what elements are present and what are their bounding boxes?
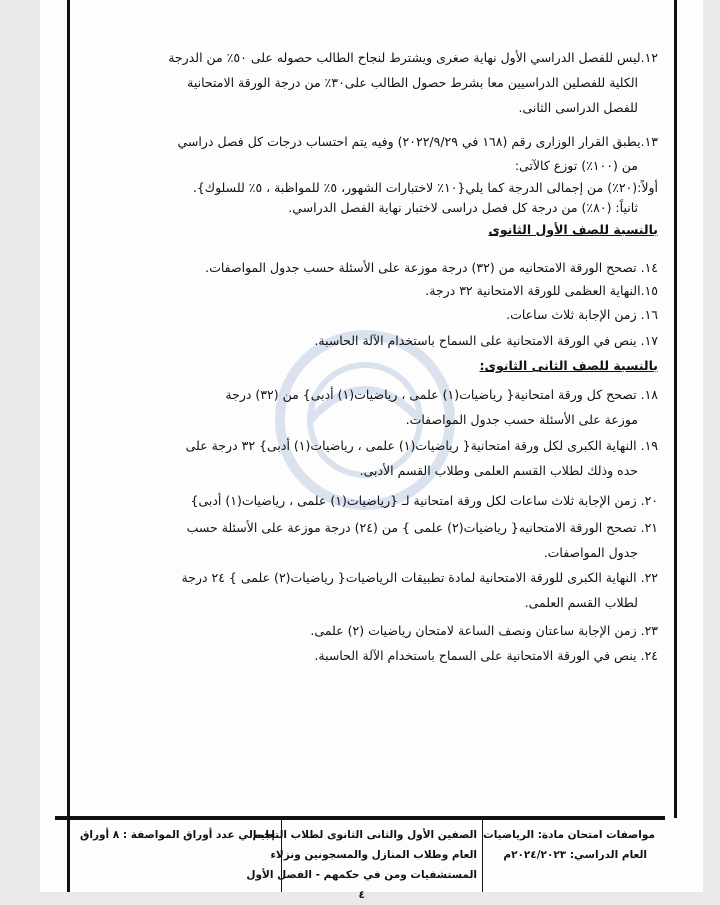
list-item: ١٥.النهاية العظمى للورقة الامتحانية ٣٢ درجة.	[425, 283, 658, 298]
list-item: ١٩. النهاية الكبرى لكل ورقة امتحانية{ رياضيات(١) علمى ، رياضيات(١) أدبى} ٣٢ درجة على	[185, 438, 658, 453]
footer-top-rule	[55, 816, 665, 820]
footer-grades-line2: العام وطلاب المنازل والمسجونين ونزلاء	[270, 849, 477, 861]
footer-cell-subject	[483, 825, 655, 865]
footer-page-count: إجمالي عدد أوراق المواصفة : ٨ أوراق	[79, 829, 275, 841]
section-heading: بالنسبة للصف الثانى الثانوى:	[479, 358, 658, 373]
list-item: ٢٢. النهاية الكبرى للورقة الامتحانية لمادة تطبيقات الرياضيات{ رياضيات(٢) علمى } ٢٤ درجة	[181, 570, 658, 585]
list-item-continuation: جدول المواصفات.	[543, 545, 638, 560]
list-item: ١٨. تصحح كل ورقة امتحانية{ رياضيات(١) علمى ، رياضيات(١) أدبى} من (٣٢) درجة	[225, 387, 658, 402]
list-item: ٢٣. زمن الإجابة ساعتان ونصف الساعة لامتحان رياضيات (٢) علمى.	[310, 623, 658, 638]
frame-right-border	[674, 0, 677, 818]
list-item-continuation: حده وذلك لطلاب القسم العلمى وطلاب القسم الأدبى.	[359, 463, 638, 478]
list-item: ٢١. تصحح الورقة الامتحانيه{ رياضيات(٢) علمى } من (٢٤) درجة موزعة على الأسئلة حسب	[186, 520, 658, 535]
frame-left-border	[67, 0, 70, 892]
list-item-continuation: ثانياً: (٨٠٪) من درجة كل فصل دراسى لاختبار نهاية الفصل الدراسي.	[288, 200, 638, 215]
list-item-continuation: الكلية للفصلين الدراسيين معا بشرط حصول الطالب على٣٠٪ من درجة الورقة الامتحانية	[187, 75, 638, 90]
list-item: ٢٤. ينص في الورقة الامتحانية على السماح باستخدام الآلة الحاسبة.	[314, 648, 658, 663]
list-item-continuation: للفصل الدراسى الثانى.	[518, 100, 638, 115]
list-item-continuation: من (١٠٠٪) توزع كالآتى:	[514, 158, 638, 173]
list-item-continuation: لطلاب القسم العلمى.	[524, 595, 638, 610]
page-number: ٤	[358, 889, 365, 901]
footer-grades-line1: الصفين الأول والثانى الثانوى لطلاب التعليم	[252, 829, 477, 841]
list-item-continuation: أولاً:(٢٠٪) من إجمالى الدرجة كما يلي{١٠٪ لاختبارات الشهور، ٥٪ للمواظبة ، ٥٪ للسلوك}.	[192, 180, 658, 195]
footer-year: العام الدراسي: ٢٠٢٤/٢٠٢٣م	[503, 849, 647, 861]
list-item: ١٧. ينص في الورقة الامتحانية على السماح باستخدام الآلة الحاسبة.	[314, 333, 658, 348]
list-item: ٢٠. زمن الإجابة ثلاث ساعات لكل ورقة امتحانية لـ {رياضيات(١) علمى ، رياضيات(١) أدبى}	[190, 493, 658, 508]
list-item: ١٦. زمن الإجابة ثلاث ساعات.	[506, 307, 658, 322]
footer-subject: مواصفات امتحان مادة: الرياضيات	[483, 829, 655, 841]
list-item: ١٣.يطبق القرار الوزارى رقم (١٦٨ في ٢٠٢٢/٩/٢٩) وفيه يتم احتساب درجات كل فصل دراسي	[177, 134, 658, 149]
footer-cell-pages	[80, 825, 275, 845]
footer-cell-grades	[246, 825, 477, 905]
list-item: ١٢.ليس للفصل الدراسي الأول نهاية صغرى ويشترط لنجاح الطالب حصوله على ٥٠٪ من الدرجة	[168, 50, 658, 65]
section-heading: بالنسبة للصف الأول الثانوى	[488, 222, 658, 237]
footer-grades-line3: المستشفيات ومن في حكمهم - الفصل الأول	[246, 869, 477, 881]
list-item-continuation: موزعة على الأسئلة حسب جدول المواصفات.	[405, 412, 638, 427]
list-item: ١٤. تصحح الورقة الامتحانيه من (٣٢) درجة موزعة على الأسئلة حسب جدول المواصفات.	[205, 260, 658, 275]
